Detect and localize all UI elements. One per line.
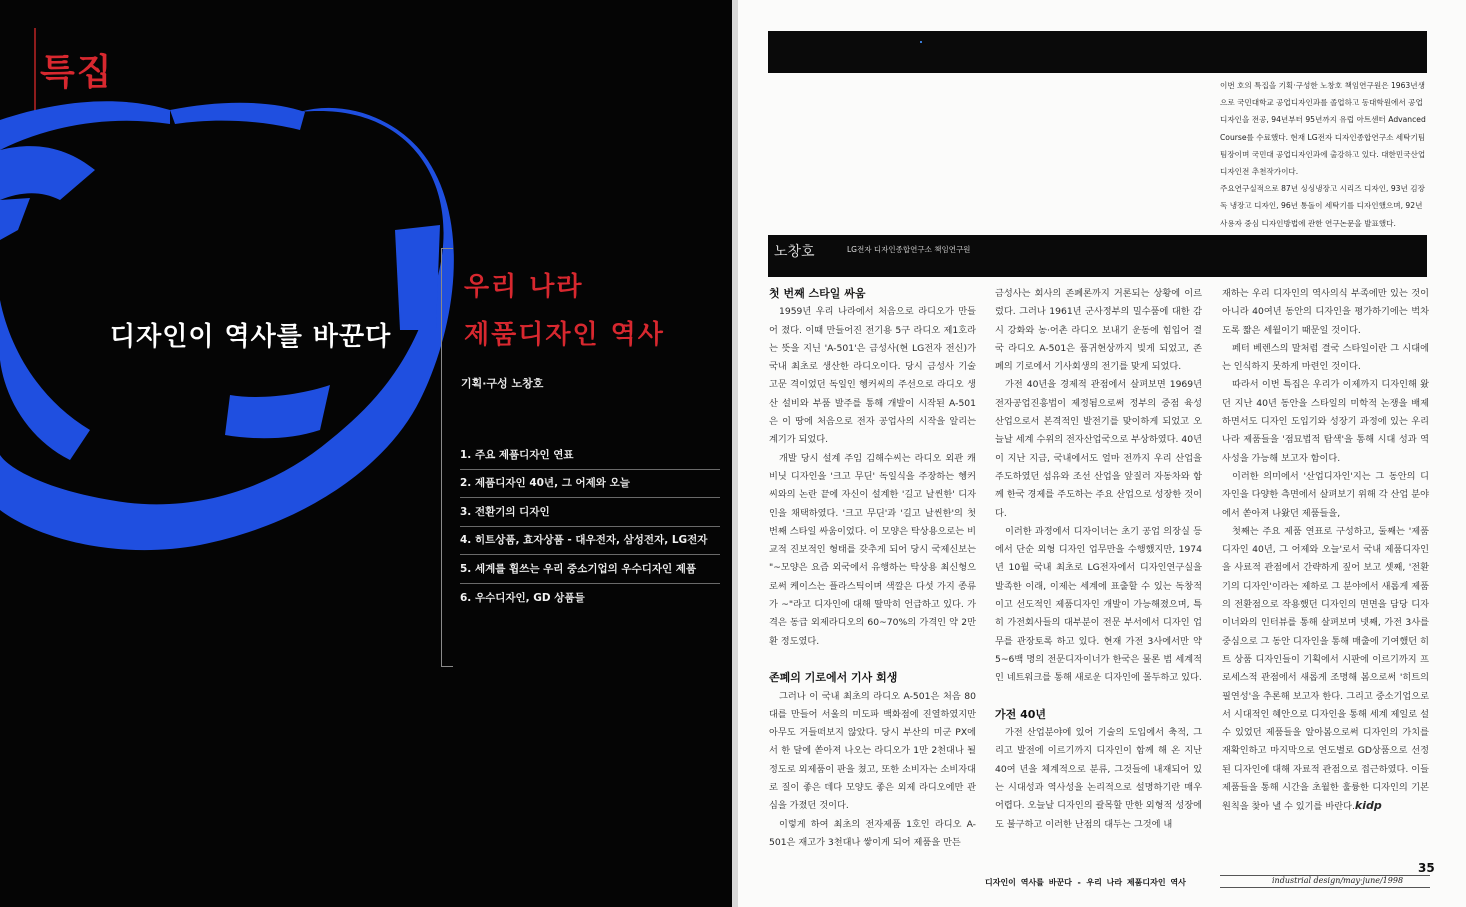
toc-item: 3. 전환기의 디자인 xyxy=(460,498,720,527)
article-column-2 xyxy=(995,285,1202,834)
article-column-1 xyxy=(769,285,976,852)
section-heading: 존폐의 기로에서 기사 회생 xyxy=(769,671,898,685)
body-paragraph: 페터 베렌스의 말처럼 결국 스타일이란 그 시대에는 인식하지 못하게 마련인 것이다. xyxy=(1222,342,1429,373)
table-of-contents xyxy=(460,441,720,612)
credit-line: 기획·구성 노창호 xyxy=(461,377,544,390)
toc-item: 6. 우수디자인, GD 상품들 xyxy=(460,591,585,604)
section-spacer xyxy=(995,688,1202,706)
section-spacer xyxy=(769,651,976,669)
body-paragraph: 이러한 의미에서 '산업디자인'지는 그 동안의 디자인을 다양한 측면에서 살펴보기 위해 각 산업 분야에서 쏟아져 나왔던 제품들을, xyxy=(1222,470,1429,519)
body-paragraph: 1959년 우리 나라에서 처음으로 라디오가 만들어 졌다. 이때 만들어진 전기용 5구 라디오 제1호라는 뜻을 지닌 'A-501'은 금성사(현 LG전자 전신)가 국내 최초로 생산한 라디오이다. 당시 금성사 기술 고문 격이었던 독일인 헹커씨의 주선으로 라디오 생산 설비와 부품 발주를 통해 개발이 시작된 A-501은 이 땅에 처음으로 전자 공업사의 시작을 알리는 계기가 되었다. xyxy=(769,306,976,446)
body-paragraph: 따라서 이번 특집은 우리가 이제까지 디자인해 왔던 지난 40년 동안을 스타일의 미학적 논쟁을 배제하면서도 디자인 도입기와 성장기 과정에 있는 우리 나라 제품들을 '점묘법적 탐색'을 통해 시대 성과 역사성을 가능해 보고자 함이다. xyxy=(1222,379,1429,464)
header-bar xyxy=(768,31,1427,73)
left-page xyxy=(0,0,732,907)
body-paragraph: 가전 산업분야에 있어 기술의 도입에서 축적, 그리고 발전에 이르기까지 디자인이 함께 해 온 지난 40여 년을 체계적으로 분류, 그것들에 내재되어 있는 시대성과 역사성을 논리적으로 설명하기란 매우 어렵다. 오늘날 디자인의 괄목할 만한 외형적 성장에도 불구하고 이러한 난점의 대두는 그것에 내 xyxy=(995,727,1202,830)
body-paragraph: 재하는 우리 디자인의 역사의식 부족에만 있는 것이 아니라 40여년 동안의 디자인을 평가하기에는 벅차도록 짧은 세월이기 때문일 것이다. xyxy=(1222,288,1429,336)
body-paragraph: 가전 40년을 경제적 관점에서 살펴보면 1969년 전자공업진흥법이 제정됨으로써 정부의 중점 육성 산업으로서 본격적인 발전기를 맞이하게 되었고 오늘날 세계 수위의 전자산업국으로 부상하였다. 40년이 지난 지금, 국내에서도 얼마 전까지 우리 산업을 주도하였던 섬유와 조선 산업을 앞질러 자동차와 함께 한국 경제를 주도하는 주요 산업으로 성장한 것이다. xyxy=(995,379,1202,519)
toc-item: 4. 히트상품, 효자상품 - 대우전자, 삼성전자, LG전자 xyxy=(460,527,720,556)
body-paragraph: 개발 당시 설계 주임 김해수씨는 라디오 외관 캐비닛 디자인을 '크고 무딘' 독일식을 주장하는 헹커씨와의 논란 끝에 자신이 설계한 '길고 날씬한' 디자인을 채택하였다. '크고 무딘'과 '길고 날씬한'의 첫 번째 스타일 싸움이었다. 이 모양은 탁상용으로는 비교적 진보적인 형태를 갖추게 되어 당시 국제신보는 "~모양은 요즘 외국에서 유행하는 탁상용 최신형으로써 케이스는 플라스틱이며 색깔은 다섯 가지 종류가 ~"라고 디자인에 대해 딸막히 언급하고 있다. 가격은 동급 외제라디오의 60~70%의 가격인 약 2만환 정도였다. xyxy=(769,452,976,647)
subtitle-line-2: 제품디자인 역사 xyxy=(464,320,665,350)
section-heading: 가전 40년 xyxy=(995,707,1047,721)
footer-rule xyxy=(1220,887,1430,888)
toc-item: 5. 세계를 휩쓰는 우리 중소기업의 우수디자인 제품 xyxy=(460,555,720,584)
bracket-rule xyxy=(441,248,442,666)
bio-paragraph: 주요연구실적으로 87년 싱싱냉장고 시리즈 디자인, 93년 김장독 냉장고 디자인, 96년 통돌이 세탁기를 디자인했으며, 92년 사용자 중심 디자인방법에 관한 연구논문을 발표했다. xyxy=(1220,184,1425,228)
toc-item: 2. 제품디자인 40년, 그 어제와 오늘 xyxy=(460,470,720,499)
right-page xyxy=(738,0,1466,907)
author-bio xyxy=(1220,77,1430,232)
footer-running-title: 디자인이 역사를 바꾼다 - 우리 나라 제품디자인 역사 xyxy=(985,878,1186,887)
body-paragraph: 그러나 이 국내 최초의 라디오 A-501은 처음 80대를 만들어 서울의 미도파 백화점에 진열하였지만 아무도 거들떠보지 않았다. 당시 부산의 미군 PX에서 한 달에 쏟아져 나오는 라디오가 1만 2천대나 될 정도로 외제품이 판을 쳤고, 또한 소비자는 소비자대로 질이 좋은 데다 모양도 좋은 외제 라디오에만 관심을 가졌던 것이다. xyxy=(769,690,976,812)
author-role: LG전자 디자인종합연구소 책임연구원 xyxy=(847,245,971,254)
end-signature: kidp xyxy=(1354,799,1382,813)
author-name: 노창호 xyxy=(774,244,815,260)
body-paragraph: 이러한 과정에서 디자이너는 초기 공업 의장실 등에서 단순 외형 디자인 업무만을 수행했지만, 1974년 10월 국내 최초로 LG전자에서 디자인연구실을 발족한 이래, 이제는 세계에 표출할 수 있는 독창적이고 선도적인 제품디자인 개발이 가능해졌으며, 특히 가전회사들의 대부분이 전문 부서에서 디자인 업무를 관장토록 하고 있다. 현재 가전 3사에서만 약 5~6백 명의 전문디자이너가 한국은 물론 범 세계적인 네트워크를 통해 새로운 디자인에 몰두하고 있다. xyxy=(995,525,1202,684)
bracket-rule-top xyxy=(441,248,453,249)
special-label: 특집 xyxy=(40,52,114,93)
author-bar xyxy=(768,235,1427,277)
body-paragraph: 금성사는 회사의 존폐론까지 거론되는 상황에 이르렀다. 그러나 1961년 군사정부의 밀수품에 대한 감시 강화와 농·어촌 라디오 보내기 운동에 힘입어 결국 라디오 A-501은 품귀현상까지 빚게 되었고, 존폐의 기로에서 기사회생의 전기를 맞게 되었다. xyxy=(995,288,1202,373)
bracket-rule-bottom xyxy=(441,666,453,667)
section-heading: 첫 번째 스타일 싸움 xyxy=(769,287,866,300)
header-dot xyxy=(920,41,922,43)
body-paragraph: 첫째는 주요 제품 연표로 구성하고, 둘째는 '제품 디자인 40년, 그 어제와 오늘'로서 국내 제품디자인을 사료적 관점에서 간략하게 짚어 보고 셋째, '전환기의 디자인'이라는 제하로 그 분야에서 새롭게 제품의 전환점으로 작용했던 디자인의 면면을 담당 디자이너와의 인터뷰를 통해 살펴보며 넷째, 가전 3사를 중심으로 그 동안 디자인을 통해 매출에 기여했던 히트 상품 디자인들이 기획에서 시판에 이르기까지 프로세스적 관점에서 새롭게 조명해 봄으로써 '히트의 필연성'을 추론해 보고자 한다. 그리고 중소기업으로서 시대적인 혜안으로 디자인을 통해 세계 제일로 설 수 있었던 제품들을 알아봄으로써 디자인의 가치를 재확인하고 마지막으로 연도별로 GD상품으로 선정된 디자인에 대해 자료적 관점으로 접근하였다. 이들 제품들을 통해 시간을 초월한 훌륭한 디자인의 기본 원칙을 찾아 낼 수 있기를 바란다.kidp xyxy=(1222,525,1429,813)
page-number: 35 xyxy=(1418,861,1435,875)
article-column-3 xyxy=(1222,285,1429,817)
subtitle-line-1: 우리 나라 xyxy=(464,272,584,302)
body-paragraph: 이렇게 하여 최초의 전자제품 1호인 라디오 A-501은 재고가 3천대나 쌓이게 되어 제품을 만든 xyxy=(769,818,976,848)
footer-issue: industrial design/may·june/1998 xyxy=(1272,876,1404,885)
bio-paragraph: 이번 호의 특집을 기획·구성한 노창호 책임연구원은 1963년생으로 국민대학교 공업디자인과를 졸업하고 동대학원에서 공업디자인을 전공, 94년부터 95년까지 유럽 아트센터 Advanced Course를 수료했다. 현재 LG전자 디자인종합연구소 세탁기팀 팀장이며 국민대 공업디자인과에 출강하고 있다. 대한민국산업디자인전 추천작가이다. xyxy=(1220,81,1426,177)
toc-item: 1. 주요 제품디자인 연표 xyxy=(460,441,720,470)
main-title: 디자인이 역사를 바꾼다 xyxy=(110,322,392,352)
